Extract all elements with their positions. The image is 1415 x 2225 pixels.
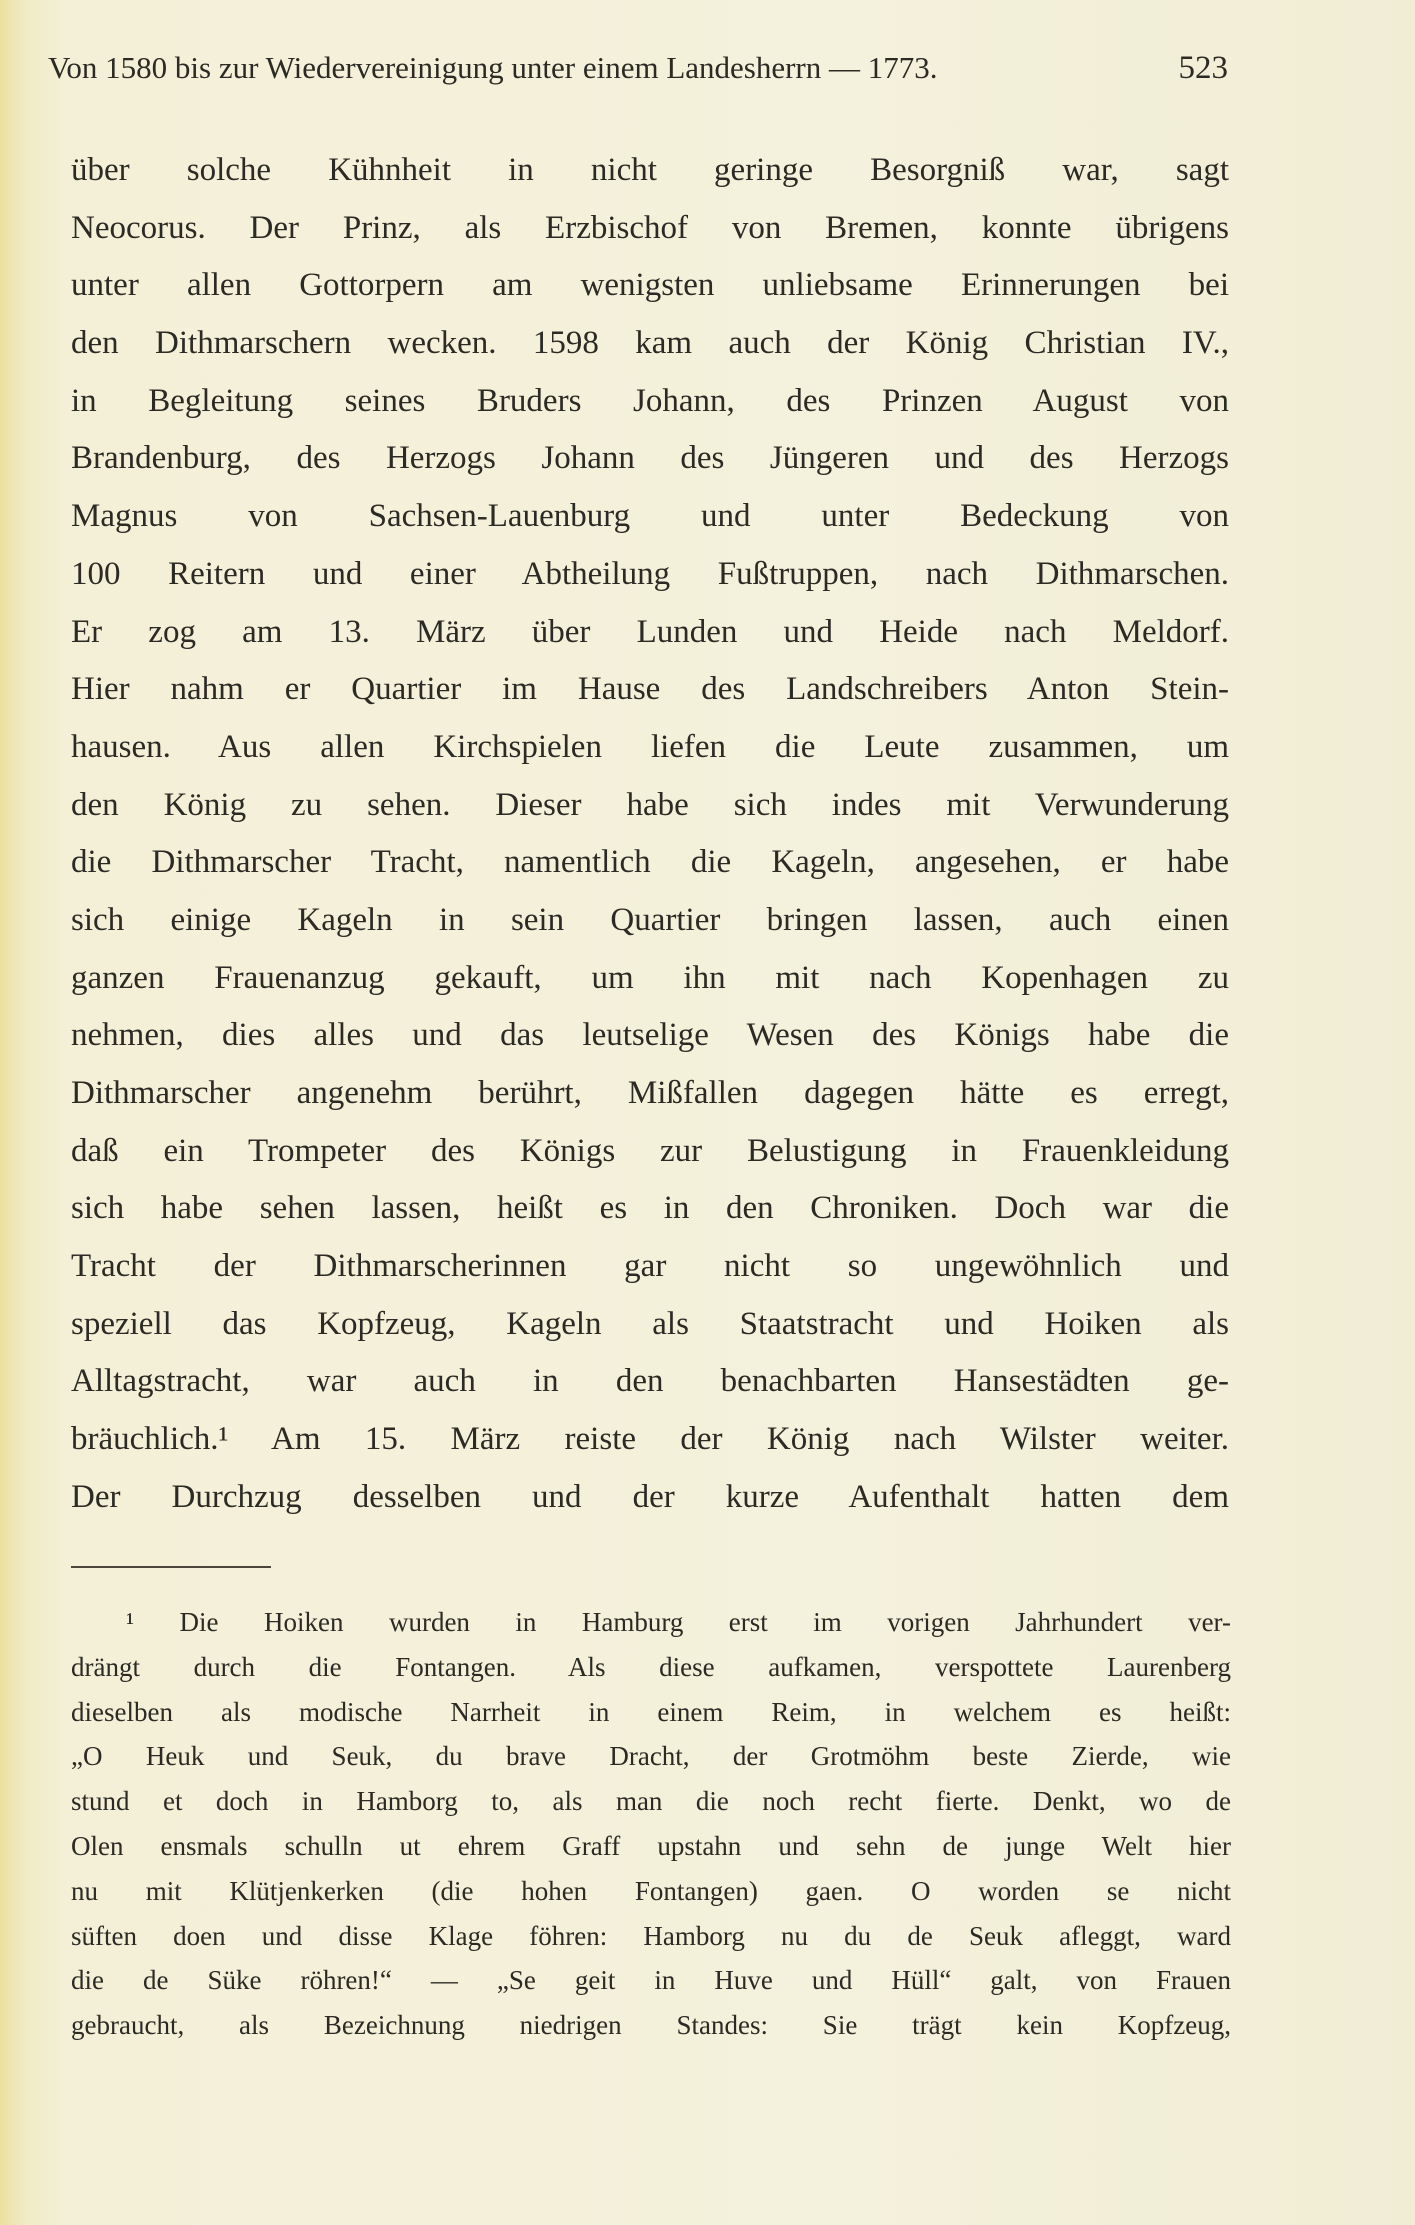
footnote-line: Olen ensmals schulln ut ehrem Graff upstahn und sehn de junge Welt hier (71, 1830, 1231, 1861)
body-line: sich habe sehen lassen, heißt es in den Chroniken. Doch war die (71, 1190, 1229, 1227)
body-line: den König zu sehen. Dieser habe sich indes mit Verwunderung (71, 786, 1229, 823)
body-line: den Dithmarschern wecken. 1598 kam auch der König Christian IV., (71, 325, 1229, 362)
body-line: ganzen Frauenanzug gekauft, um ihn mit nach Kopenhagen zu (71, 959, 1229, 996)
running-title: Von 1580 bis zur Wiedervereinigung unter einem Landesherrn — 1773. (48, 50, 938, 85)
body-line: Dithmarscher angenehm berührt, Mißfallen dagegen hätte es erregt, (71, 1075, 1229, 1111)
footnote-line: gebraucht, als Bezeichnung niedrigen Standes: Sie trägt kein Kopfzeug, (71, 2010, 1231, 2041)
body-line: speziell das Kopfzeug, Kageln als Staatstracht und Hoiken als (71, 1305, 1229, 1342)
body-line: hausen. Aus allen Kirchspielen liefen die Leute zusammen, um (71, 728, 1229, 765)
body-line: bräuchlich.¹ Am 15. März reiste der König nach Wilster weiter. (71, 1421, 1229, 1458)
body-line: nehmen, dies alles und das leutselige Wesen des Königs habe die (71, 1017, 1229, 1054)
footnote-line: ¹ Die Hoiken wurden in Hamburg erst im vorigen Jahrhundert ver- (126, 1607, 1231, 1637)
body-line: Brandenburg, des Herzogs Johann des Jüngeren und des Herzogs (71, 440, 1229, 477)
footnote (71, 1600, 1231, 2048)
body-line: die Dithmarscher Tracht, namentlich die Kageln, angesehen, er habe (71, 844, 1229, 881)
body-text (71, 142, 1229, 1527)
footnote-divider (71, 1566, 271, 1568)
body-line: unter allen Gottorpern am wenigsten unliebsame Erinnerungen bei (71, 267, 1229, 304)
footnote-line: süften doen und disse Klage föhren: Hamborg nu du de Seuk afleggt, ward (71, 1920, 1231, 1951)
body-line: daß ein Trompeter des Königs zur Belustigung in Frauenkleidung (71, 1132, 1229, 1169)
body-line: Der Durchzug desselben und der kurze Aufenthalt hatten dem (71, 1478, 1229, 1515)
body-line: Neocorus. Der Prinz, als Erzbischof von Bremen, konnte übrigens (71, 209, 1229, 246)
footnote-line: drängt durch die Fontangen. Als diese aufkamen, verspottete Laurenberg (71, 1651, 1231, 1682)
body-line: Hier nahm er Quartier im Hause des Landschreibers Anton Stein- (71, 671, 1229, 708)
body-line: Tracht der Dithmarscherinnen gar nicht so ungewöhnlich und (71, 1248, 1229, 1285)
footnote-line: stund et doch in Hamborg to, als man die noch recht fierte. Denkt, wo de (71, 1786, 1231, 1817)
body-line: in Begleitung seines Bruders Johann, des Prinzen August von (71, 382, 1229, 419)
body-line: Er zog am 13. März über Lunden und Heide nach Meldorf. (71, 613, 1229, 650)
footnote-line: dieselben als modische Narrheit in einem Reim, in welchem es heißt: (71, 1696, 1231, 1727)
footnote-line: die de Süke röhren!“ — „Se geit in Huve und Hüll“ galt, von Frauen (71, 1965, 1231, 1996)
body-line: über solche Kühnheit in nicht geringe Besorgniß war, sagt (71, 152, 1229, 188)
body-line: Magnus von Sachsen-Lauenburg und unter Bedeckung von (71, 498, 1229, 535)
page-number: 523 (1178, 50, 1228, 86)
body-line: 100 Reitern und einer Abtheilung Fußtruppen, nach Dithmarschen. (71, 555, 1229, 592)
body-line: Alltagstracht, war auch in den benachbarten Hansestädten ge- (71, 1363, 1229, 1400)
running-header (48, 50, 1228, 94)
footnote-line: nu mit Klütjenkerken (die hohen Fontangen) gaen. O worden se nicht (71, 1875, 1231, 1906)
body-line: sich einige Kageln in sein Quartier bringen lassen, auch einen (71, 901, 1229, 938)
footnote-line: „O Heuk und Seuk, du brave Dracht, der Grotmöhm beste Zierde, wie (71, 1741, 1231, 1772)
